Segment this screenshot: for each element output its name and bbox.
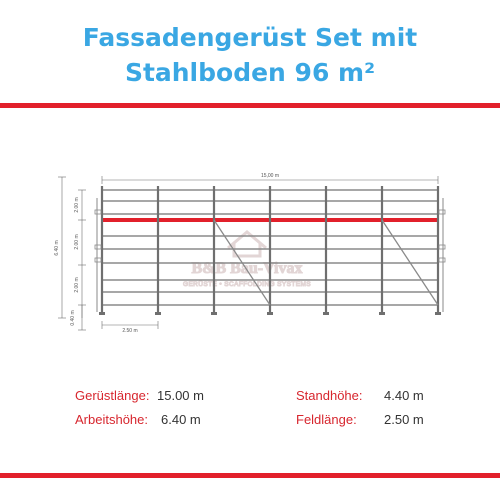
- end-clamp-0-1: [95, 245, 101, 249]
- base-plate-6: [435, 312, 441, 315]
- spec-geruestlaenge-label: Gerüstlänge:: [75, 388, 150, 403]
- spec-arbeitshoehe-value: 6.40 m: [161, 412, 201, 427]
- title-line-2: Stahlboden 96 m²: [124, 58, 376, 87]
- base-plate-5: [379, 312, 385, 315]
- scaffold-structure: [95, 186, 445, 315]
- end-clamp-1-2: [439, 258, 445, 262]
- base-plate-3: [267, 312, 273, 315]
- spec-standhoehe-label: Standhöhe:: [296, 388, 363, 403]
- dim-total-height-label: 6.40 m: [54, 240, 60, 256]
- end-clamp-1-1: [439, 245, 445, 249]
- spec-standhoehe-value: 4.40 m: [384, 388, 424, 403]
- title-line-1: Fassadengerüst Set mit: [82, 23, 418, 52]
- spec-arbeitshoehe-label: Arbeitshöhe:: [75, 412, 148, 427]
- base-plate-2: [211, 312, 217, 315]
- spec-feldlaenge-value: 2.50 m: [384, 412, 424, 427]
- dim-field-length-label: 2.50 m: [122, 328, 138, 334]
- dimension-labels: [54, 173, 279, 334]
- base-plate-0: [99, 312, 105, 315]
- end-clamp-0-0: [95, 210, 101, 214]
- dim-height-label-3: 2.00 m: [74, 277, 80, 293]
- dim-base-label: 0.40 m: [70, 310, 76, 326]
- spec-feldlaenge-label: Feldlänge:: [296, 412, 357, 427]
- end-clamp-1-0: [439, 210, 445, 214]
- spec-geruestlaenge-value: 15.00 m: [157, 388, 204, 403]
- dim-total-length-label: 15,00 m: [260, 173, 280, 179]
- base-plate-1: [155, 312, 161, 315]
- end-clamp-0-2: [95, 258, 101, 262]
- dim-height-label-1: 2.00 m: [74, 197, 80, 213]
- base-plate-4: [323, 312, 329, 315]
- watermark-tagline: GERÜSTE • SCAFFOLDING SYSTEMS: [182, 281, 312, 288]
- bottom-red-divider: [0, 473, 500, 478]
- dim-height-label-2: 2.00 m: [74, 234, 80, 250]
- watermark-brand: B&B Bau-Vivax: [191, 260, 303, 277]
